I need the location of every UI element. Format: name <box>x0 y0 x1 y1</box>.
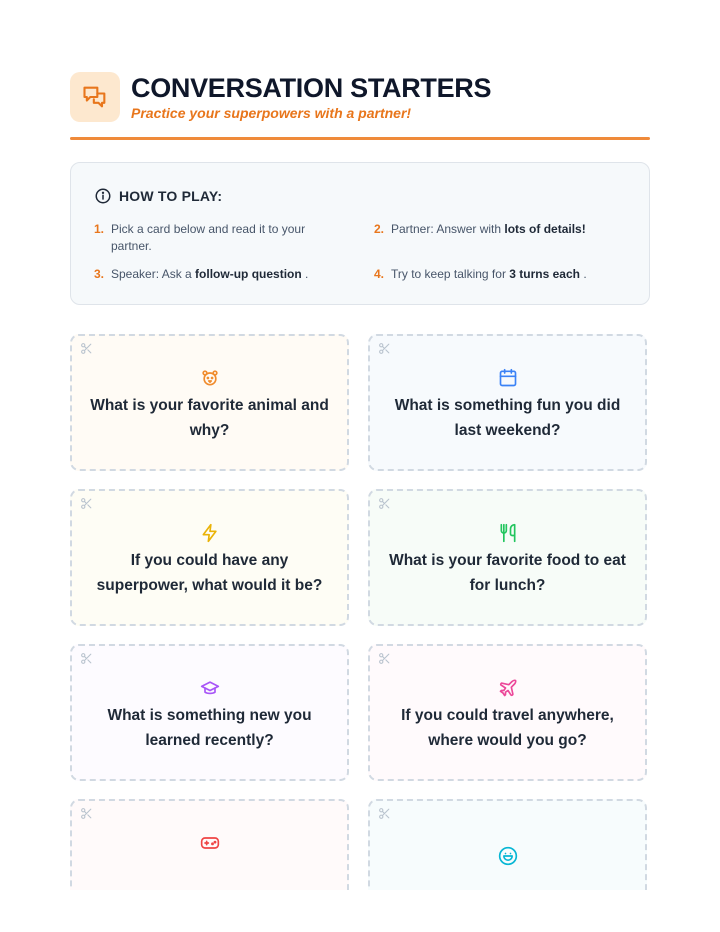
page-subtitle: Practice your superpowers with a partner! <box>131 105 412 121</box>
header-divider <box>70 137 650 140</box>
scissors-icon <box>378 342 391 355</box>
step-text-plain: Pick a card below and read it to your partner. <box>111 222 306 253</box>
animal-face-icon <box>200 368 220 388</box>
conversation-card[interactable] <box>70 644 349 781</box>
scissors-icon <box>378 807 391 820</box>
step-text-plain: Partner: Answer with <box>391 222 505 236</box>
card-question: If you could travel anywhere, where would you go? <box>401 707 614 749</box>
gamepad-icon <box>200 833 220 853</box>
conversation-card[interactable] <box>368 489 647 626</box>
step-text-plain: Try to keep talking for <box>391 267 510 281</box>
step-text <box>391 221 634 238</box>
step-4 <box>374 266 634 283</box>
worksheet-page <box>70 0 650 890</box>
step-text-end: . <box>305 267 309 281</box>
step-text <box>391 266 634 283</box>
step-1 <box>94 221 324 255</box>
utensils-icon <box>498 523 518 543</box>
page-title: CONVERSATION STARTERS <box>131 73 492 103</box>
step-2 <box>374 221 634 238</box>
conversation-card[interactable] <box>70 799 349 890</box>
conversation-card[interactable] <box>368 644 647 781</box>
step-text-emphasis: 3 turns each <box>509 267 580 281</box>
scissors-icon <box>80 342 93 355</box>
step-number: 3. <box>94 267 105 281</box>
step-number: 2. <box>374 222 385 236</box>
step-text <box>111 266 354 283</box>
conversation-card[interactable] <box>70 334 349 471</box>
conversation-card[interactable] <box>368 799 647 890</box>
conversation-card[interactable] <box>368 334 647 471</box>
step-text-plain: Speaker: Ask a <box>111 267 196 281</box>
step-text <box>111 221 324 255</box>
scissors-icon <box>378 497 391 510</box>
step-text-emphasis: follow-up question <box>195 267 302 281</box>
step-number: 4. <box>374 267 385 281</box>
card-question: If you could have any superpower, what would it be? <box>96 552 323 594</box>
how-to-play-heading <box>94 187 222 205</box>
chat-bubbles-icon <box>81 83 109 111</box>
card-question: What is your favorite animal and why? <box>90 397 329 439</box>
how-to-play-title: HOW TO PLAY: <box>119 188 223 204</box>
conversation-card[interactable] <box>70 489 349 626</box>
step-text-end: . <box>583 267 587 281</box>
card-question: What is something fun you did last weekend? <box>394 397 621 439</box>
scissors-icon <box>378 652 391 665</box>
how-to-play-box <box>70 162 650 305</box>
lightning-icon <box>200 523 220 543</box>
step-text-emphasis: lots of details! <box>504 222 586 236</box>
scissors-icon <box>80 652 93 665</box>
smile-icon <box>498 846 518 866</box>
scissors-icon <box>80 497 93 510</box>
graduation-cap-icon <box>200 678 220 698</box>
card-question: What is something new you learned recently? <box>107 707 312 749</box>
plane-icon <box>498 678 518 698</box>
logo-badge <box>70 72 120 122</box>
step-3 <box>94 266 354 283</box>
info-icon <box>94 187 112 205</box>
scissors-icon <box>80 807 93 820</box>
header <box>70 72 650 132</box>
step-number: 1. <box>94 222 105 236</box>
calendar-icon <box>498 368 518 388</box>
card-question: What is your favorite food to eat for lunch? <box>389 552 626 594</box>
